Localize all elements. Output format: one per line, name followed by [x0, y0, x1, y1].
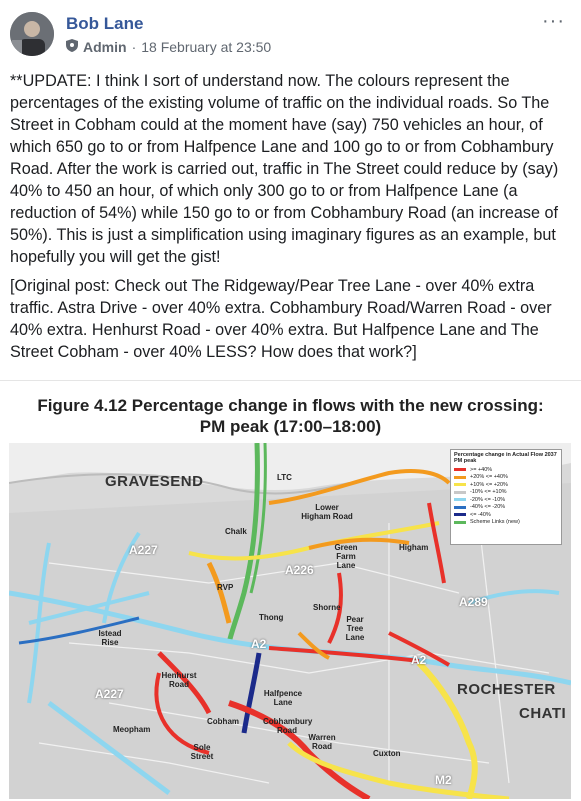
label-meopham: Meopham: [113, 725, 151, 734]
legend-item: +20% <= +40%: [454, 474, 558, 482]
label-pear-tree: Pear Tree Lane: [345, 615, 365, 642]
label-chalk: Chalk: [225, 527, 247, 536]
figure-title-line1: Figure 4.12 Percentage change in flows with the new crossing:: [37, 396, 544, 415]
label-shorne: Shorne: [313, 603, 341, 612]
figure-title: [0, 395, 581, 437]
post-image[interactable]: [0, 380, 581, 801]
label-a226: A226: [285, 563, 314, 577]
legend-item: Scheme Links (new): [454, 519, 558, 527]
label-rochester: ROCHESTER: [457, 681, 556, 698]
legend-item: -40% <= -20%: [454, 504, 558, 512]
more-options-icon[interactable]: ···: [542, 10, 565, 32]
label-halfpence: Halfpence Lane: [263, 689, 303, 707]
label-henhurst: Henhurst Road: [161, 671, 197, 689]
label-rvp: RVP: [217, 583, 234, 592]
post-meta: [66, 39, 271, 55]
label-a227-bottom: A227: [95, 687, 124, 701]
admin-badge: Admin: [83, 39, 127, 55]
label-warren-road: Warren Road: [308, 733, 336, 751]
label-green-farm: Green Farm Lane: [334, 543, 358, 570]
post-paragraph-original: [Original post: Check out The Ridgeway/Pear Tree Lane - over 40% extra traffic. Astra Drive - over 40% extra. Cobhambury Road/Warren Road - over 40% extra. Henhurst Road - over 40% extra. But Halfpence Lane and The Street Cobham - over 40% LESS? How does that work?]: [10, 277, 552, 361]
figure-title-line2: PM peak (17:00–18:00): [199, 417, 382, 436]
post-header: [0, 0, 581, 68]
shield-icon: [66, 39, 78, 55]
legend-item: -10% <= +10%: [454, 489, 558, 497]
label-lower-higham: Lower Higham Road: [301, 503, 353, 521]
label-thong: Thong: [259, 613, 284, 622]
label-cobhambury: Cobhambury Road: [263, 717, 313, 735]
label-cobham: Cobham: [207, 717, 239, 726]
label-gravesend: GRAVESEND: [105, 473, 204, 490]
label-chatham: CHATI: [519, 705, 567, 722]
avatar[interactable]: [10, 12, 54, 56]
legend-item: +10% <= +20%: [454, 481, 558, 489]
label-a2-mid: A2: [251, 637, 267, 651]
separator-dot: ·: [131, 39, 137, 55]
label-istead-rise: Istead Rise: [98, 629, 122, 647]
author-name[interactable]: Bob Lane: [66, 14, 144, 33]
map-legend: [450, 449, 562, 545]
legend-item: >= +40%: [454, 466, 558, 474]
label-a227-top: A227: [129, 543, 158, 557]
label-a289: A289: [459, 595, 488, 609]
post-timestamp[interactable]: 18 February at 23:50: [141, 39, 272, 55]
label-higham: Higham: [399, 543, 429, 552]
label-m2: M2: [435, 773, 452, 787]
post-body: [10, 70, 570, 370]
label-sole-street: Sole Street: [190, 743, 214, 761]
label-a2-right: A2: [411, 653, 427, 667]
post-paragraph-update: **UPDATE: I think I sort of understand now. The colours represent the percentages of the existing volume of traffic on the individual roads. So The Street in Cobham could at the moment have (say) 750 vehicles an hour, of which 650 go to or from Halfpence Lane and 100 go to or from Cobhambury Road. After the work is carried out, traffic in The Street could reduce by (say) 40% to 450 an hour, of which only 300 go to or from Halfpence Lane (a reduction of 54%) while 150 go to or from Cobhambury Road (an increase of 50%). This is just a simplification using imaginary figures as an example, but hopefully you will get the gist!: [10, 72, 559, 266]
label-cuxton: Cuxton: [373, 749, 401, 758]
legend-item: <= -40%: [454, 511, 558, 519]
legend-title: Percentage change in Actual Flow 2037 PM peak: [454, 452, 557, 464]
traffic-map: [9, 443, 571, 799]
legend-item: -20% <= -10%: [454, 496, 558, 504]
label-ltc: LTC: [277, 473, 292, 482]
